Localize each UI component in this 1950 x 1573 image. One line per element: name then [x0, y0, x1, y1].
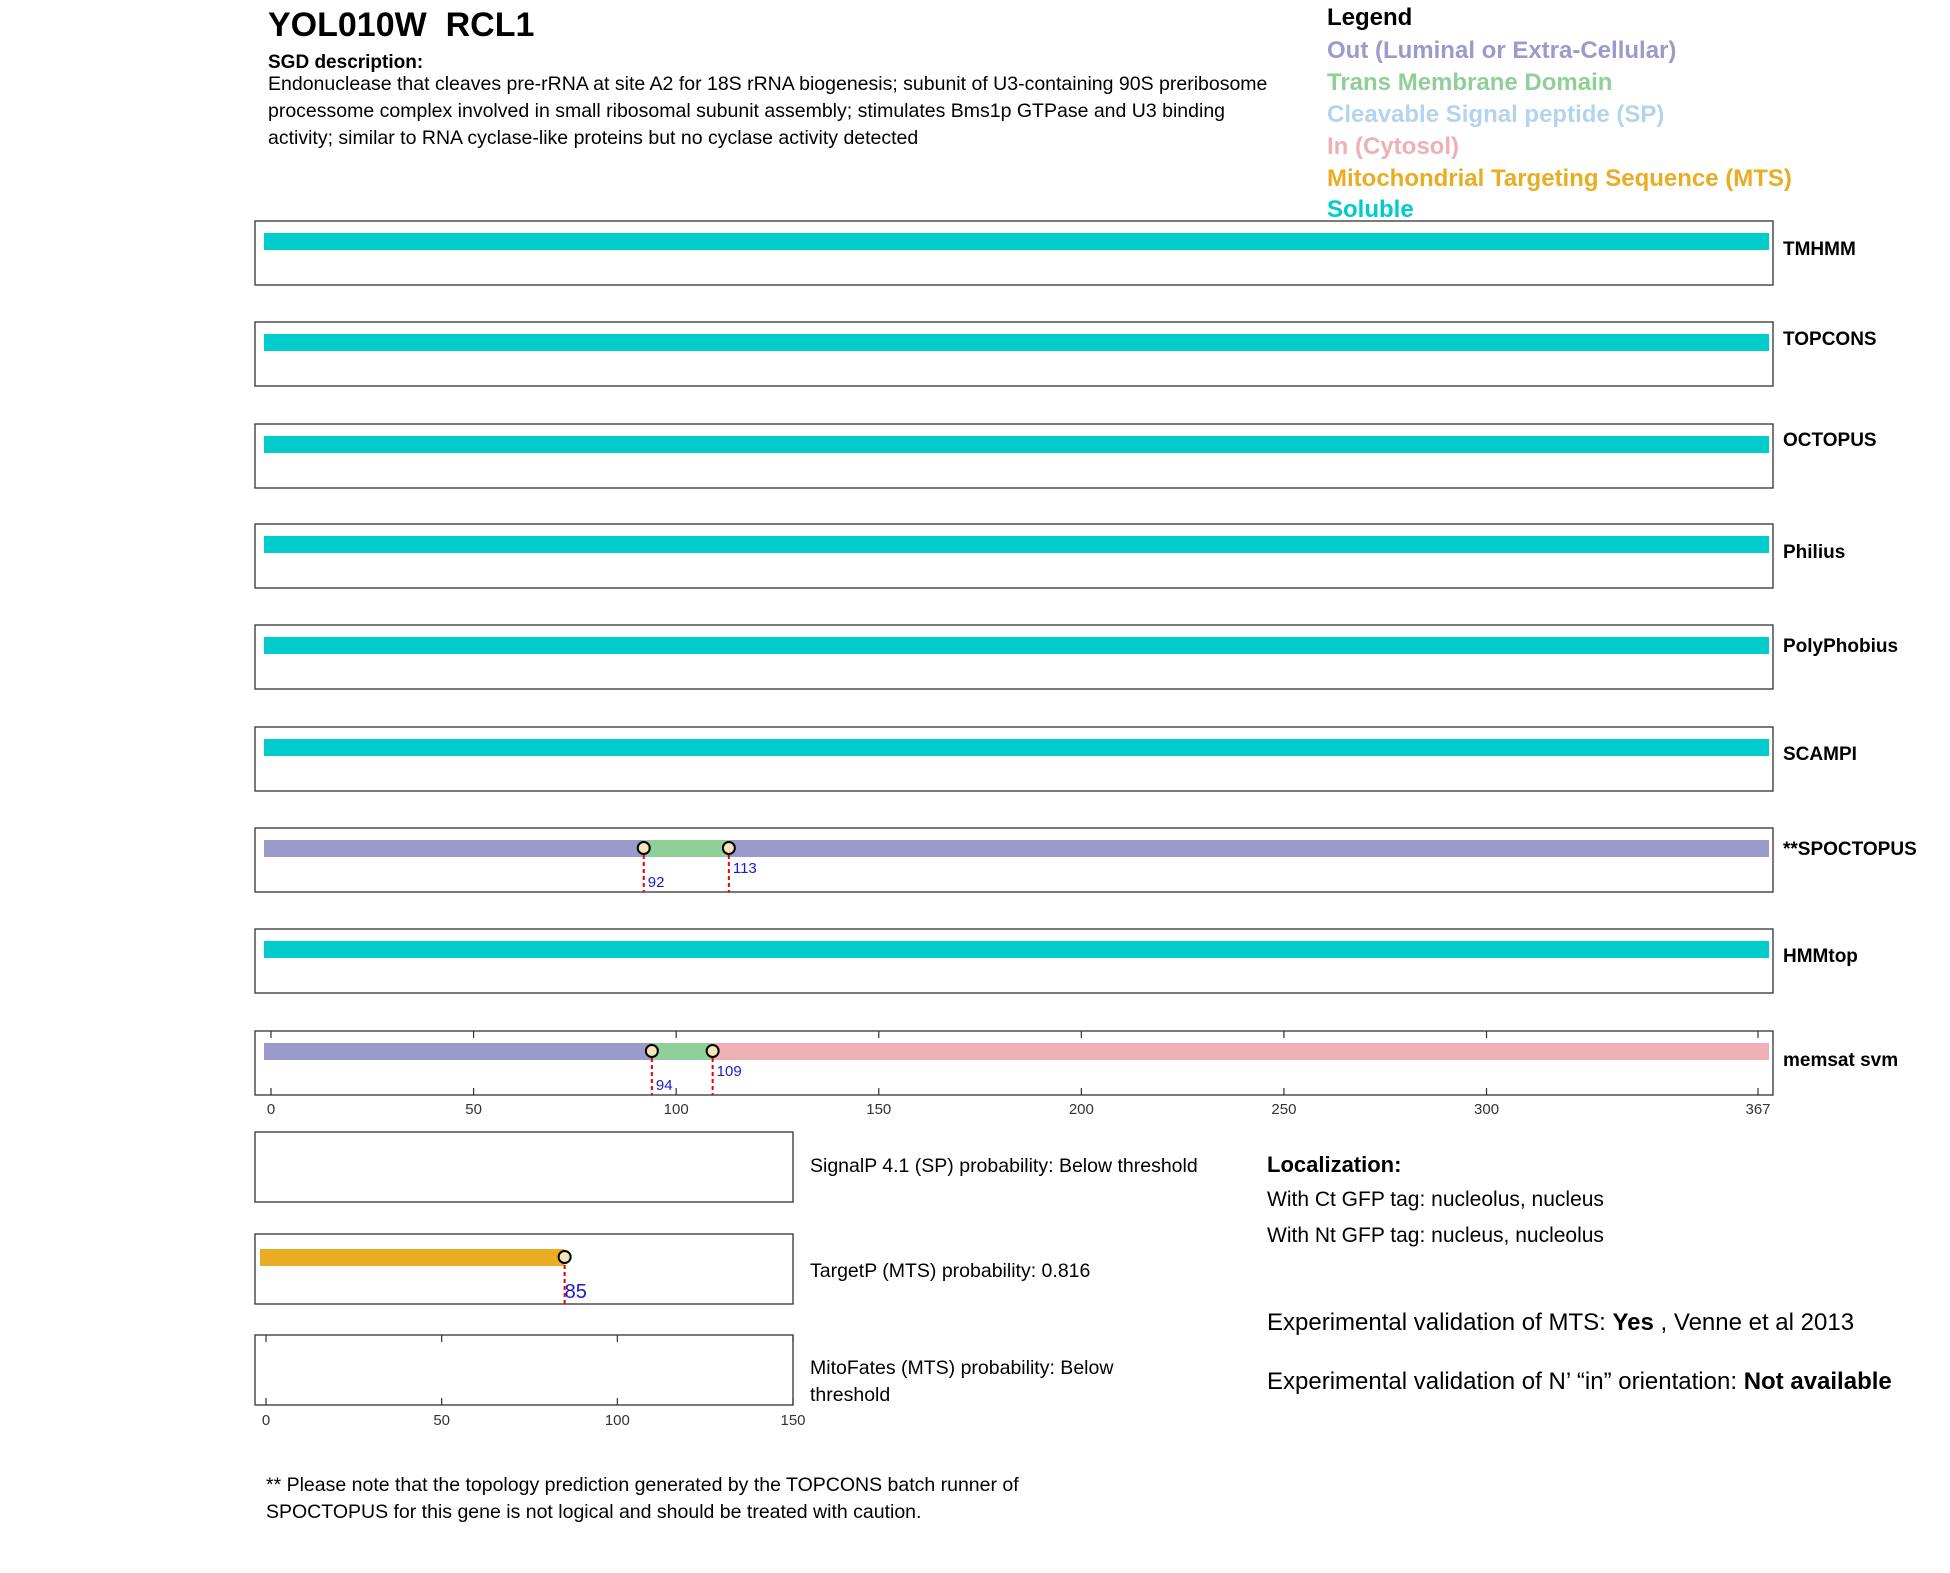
prob-axis-tick-label: 150 — [780, 1412, 806, 1429]
track-name: TMHMM — [1783, 239, 1856, 260]
prob-track-frame — [255, 1335, 793, 1405]
prob-track-2 — [255, 1335, 1114, 1406]
track-segment — [264, 233, 1769, 250]
track-name: PolyPhobius — [1783, 636, 1899, 657]
orientation-validation-value: Not available — [1743, 1368, 1892, 1395]
prob-axis-tick-label: 0 — [261, 1412, 271, 1429]
marker-dot — [723, 842, 735, 854]
mts-validation-ref: , Venne et al 2013 — [1660, 1309, 1855, 1336]
axis-tick-label: 150 — [866, 1101, 892, 1118]
orientation-validation — [1267, 1365, 1927, 1398]
legend-item-in: In (Cytosol) — [1327, 133, 1459, 160]
track-frame — [255, 625, 1773, 689]
track-segment — [264, 436, 1769, 453]
mts-validation-label: Experimental validation of MTS: — [1267, 1309, 1606, 1336]
axis-tick-label: 300 — [1474, 1101, 1500, 1118]
axis-tick-label: 367 — [1745, 1101, 1771, 1118]
marker-dot — [646, 1045, 658, 1057]
track-8 — [255, 1031, 1898, 1095]
prob-track-label: SignalP 4.1 (SP) probability: Below threshold — [810, 1155, 1198, 1177]
track-name: HMMtop — [1783, 946, 1858, 967]
localization-nt: With Nt GFP tag: nucleus, nucleolus — [1267, 1224, 1604, 1247]
description-heading: SGD description: — [268, 52, 424, 73]
prob-segment — [260, 1249, 565, 1266]
track-segment — [264, 840, 644, 857]
marker-dot — [707, 1045, 719, 1057]
description-text: Endonuclease that cleaves pre-rRNA at site A2 for 18S rRNA biogenesis; subunit of U3-containing 90S preribosome processome complex involved in small ribosomal subunit assembly; stimulates Bms1p GTPase and U3 binding activity; similar to RNA cyclase-like proteins but no cyclase activity detected — [268, 73, 1268, 149]
legend-item-sp: Cleavable Signal peptide (SP) — [1327, 101, 1665, 128]
marker-label: 113 — [732, 860, 757, 877]
axis-tick-label: 0 — [266, 1101, 276, 1118]
track-1 — [255, 322, 1877, 386]
legend-item-mts: Mitochondrial Targeting Sequence (MTS) — [1327, 165, 1792, 192]
mts-validation — [1267, 1306, 1927, 1339]
track-name: Philius — [1783, 542, 1846, 563]
footnote: ** Please note that the topology prediction generated by the TOPCONS batch runner of SPOCTOPUS for this gene is not logical and should be treated with caution. — [266, 1474, 1019, 1523]
axis-tick-label: 200 — [1068, 1101, 1094, 1118]
track-frame — [255, 1031, 1773, 1095]
prob-label-line: MitoFates (MTS) probability: Below — [810, 1357, 1114, 1379]
track-name: **SPOCTOPUS — [1783, 839, 1917, 860]
prob-track-label — [810, 1357, 1114, 1406]
gene-title: YOL010W RCL1 — [268, 6, 535, 44]
track-frame — [255, 524, 1773, 588]
prob-marker-label: 85 — [564, 1281, 587, 1303]
track-segment — [264, 334, 1769, 351]
prob-track-label: TargetP (MTS) probability: 0.816 — [810, 1260, 1091, 1282]
track-5 — [255, 727, 1857, 791]
track-segment — [264, 941, 1769, 958]
track-frame — [255, 929, 1773, 993]
track-name: OCTOPUS — [1783, 430, 1877, 451]
track-segment — [729, 840, 1769, 857]
marker-label: 109 — [716, 1063, 742, 1080]
track-segment — [652, 1043, 713, 1060]
track-segment — [264, 739, 1769, 756]
legend-item-tm: Trans Membrane Domain — [1327, 69, 1613, 96]
marker-label: 92 — [647, 874, 665, 891]
track-frame — [255, 424, 1773, 488]
track-frame — [255, 727, 1773, 791]
track-2 — [255, 424, 1877, 488]
prob-marker-dot — [559, 1251, 571, 1263]
track-frame — [255, 322, 1773, 386]
axis-tick-label: 100 — [663, 1101, 689, 1118]
axis-tick-label: 50 — [465, 1101, 482, 1118]
track-name: TOPCONS — [1783, 329, 1877, 350]
track-segment — [713, 1043, 1769, 1060]
prob-label-line: threshold — [810, 1384, 891, 1406]
marker-label: 94 — [655, 1077, 673, 1094]
track-segment — [264, 637, 1769, 654]
track-7 — [255, 929, 1858, 993]
mts-validation-value: Yes — [1612, 1309, 1654, 1336]
legend-item-soluble: Soluble — [1327, 196, 1414, 223]
prob-axis-tick-label: 100 — [604, 1412, 630, 1429]
track-name: memsat svm — [1783, 1050, 1899, 1071]
axis-tick-label: 250 — [1271, 1101, 1297, 1118]
prob-track-frame — [255, 1132, 793, 1202]
track-name: SCAMPI — [1783, 744, 1857, 765]
prob-track-1 — [255, 1234, 1090, 1304]
localization-ct: With Ct GFP tag: nucleolus, nucleus — [1267, 1188, 1604, 1211]
track-segment — [644, 840, 729, 857]
track-6 — [255, 828, 1917, 892]
track-3 — [255, 524, 1845, 588]
prob-track-frame — [255, 1234, 793, 1304]
prob-track-0 — [255, 1132, 1198, 1202]
track-4 — [255, 625, 1898, 689]
localization-heading: Localization: — [1267, 1152, 1402, 1177]
track-frame — [255, 221, 1773, 285]
track-frame — [255, 828, 1773, 892]
orientation-validation-label: Experimental validation of N’ “in” orientation: — [1267, 1368, 1738, 1395]
prob-axis-tick-label: 50 — [433, 1412, 451, 1429]
legend-title: Legend — [1327, 4, 1413, 31]
legend-item-out: Out (Luminal or Extra-Cellular) — [1327, 37, 1677, 64]
track-segment — [264, 536, 1769, 553]
track-0 — [255, 221, 1856, 285]
marker-dot — [638, 842, 650, 854]
track-segment — [264, 1043, 652, 1060]
